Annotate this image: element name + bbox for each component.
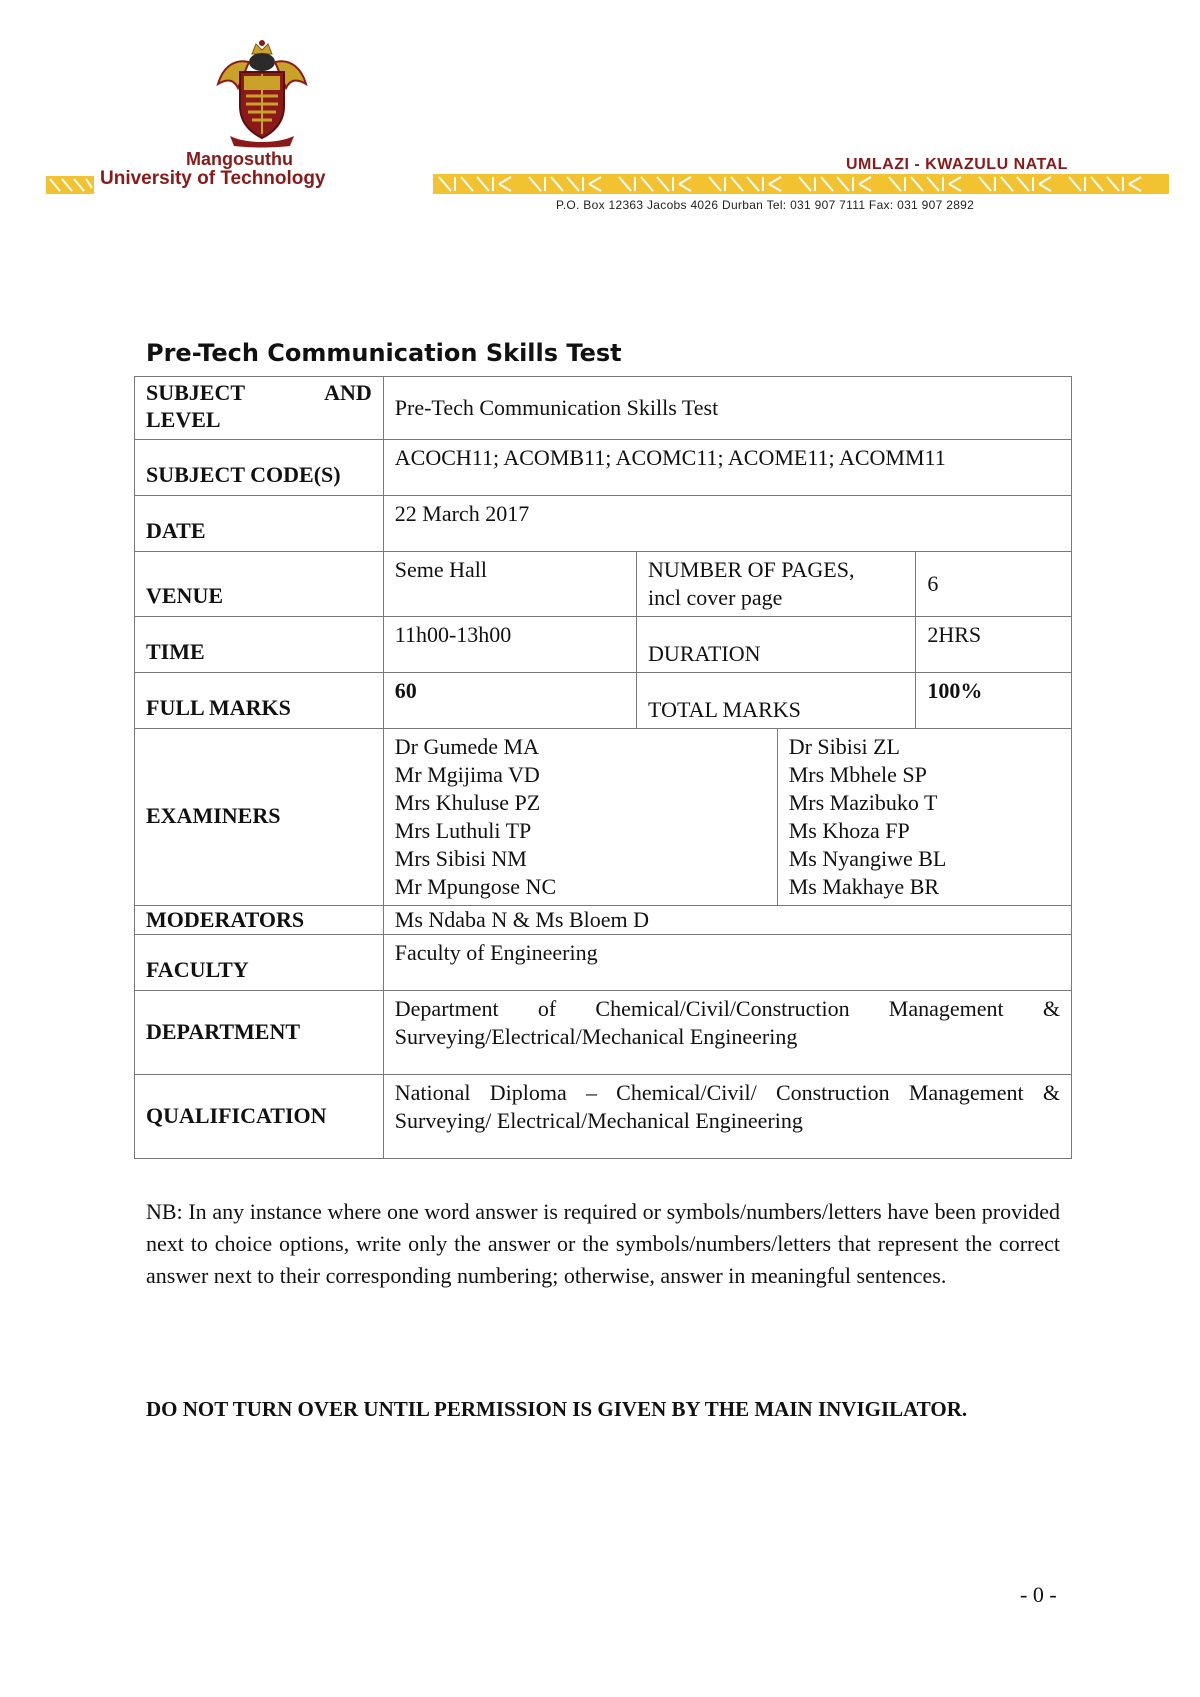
decorative-stripe-right <box>433 174 1169 194</box>
examiners-left-list <box>383 729 777 906</box>
examiner-name: Dr Gumede MA <box>394 734 539 759</box>
examiner-name: Ms Makhaye BR <box>788 874 940 899</box>
subject-codes-value: ACOCH11; ACOMB11; ACOMC11; ACOME11; ACOMM11 <box>383 440 1071 496</box>
nb-instructions: NB: In any instance where one word answer is required or symbols/numbers/letters have been provided next to choice options, write only the answer or the symbols/numbers/letters that represent the correct answer next to their corresponding numbering; otherwise, answer in meaningful sentences. <box>146 1199 1060 1288</box>
full-marks-label: FULL MARKS <box>135 673 384 729</box>
row-examiners <box>135 729 1072 906</box>
page-number: - 0 - <box>1020 1582 1057 1607</box>
qualification-line1: National Diploma – Chemical/Civil/ Construction Management & <box>394 1080 1060 1105</box>
qualification-line2: Surveying/ Electrical/Mechanical Engineering <box>394 1108 803 1133</box>
examiners-label: EXAMINERS <box>135 729 384 906</box>
row-subject-codes <box>135 440 1072 496</box>
faculty-value: Faculty of Engineering <box>383 935 1071 991</box>
time-label: TIME <box>135 617 384 673</box>
qualification-value <box>383 1075 1071 1159</box>
campus-location: UMLAZI - KWAZULU NATAL <box>846 156 1068 173</box>
subject-label-word3: LEVEL <box>146 407 221 432</box>
subject-value: Pre-Tech Communication Skills Test <box>383 377 1071 440</box>
department-value <box>383 991 1071 1075</box>
subject-label <box>135 377 384 440</box>
row-faculty <box>135 935 1072 991</box>
contact-address: P.O. Box 12363 Jacobs 4026 Durban Tel: 031 907 7111 Fax: 031 907 2892 <box>556 198 975 212</box>
examiners-right-list <box>777 729 1071 906</box>
examiner-name: Ms Khoza FP <box>788 818 910 843</box>
duration-label: DURATION <box>637 617 916 673</box>
faculty-label: FACULTY <box>135 935 384 991</box>
time-value: 11h00-13h00 <box>383 617 636 673</box>
pages-label <box>637 552 916 617</box>
decorative-stripe-left <box>46 176 94 194</box>
department-line1: Department of Chemical/Civil/Construction Management & <box>394 996 1060 1021</box>
pages-label-line1: NUMBER OF PAGES, <box>648 557 855 582</box>
examiner-name: Mrs Mazibuko T <box>788 790 938 815</box>
duration-value: 2HRS <box>916 617 1072 673</box>
row-department <box>135 991 1072 1075</box>
examiner-name: Mrs Luthuli TP <box>394 818 532 843</box>
venue-label: VENUE <box>135 552 384 617</box>
date-value: 22 March 2017 <box>383 496 1071 552</box>
qualification-label: QUALIFICATION <box>135 1075 384 1159</box>
examiner-name: Ms Nyangiwe BL <box>788 846 947 871</box>
row-venue <box>135 552 1072 617</box>
department-label: DEPARTMENT <box>135 991 384 1075</box>
venue-value: Seme Hall <box>383 552 636 617</box>
subject-codes-label: SUBJECT CODE(S) <box>135 440 384 496</box>
row-date <box>135 496 1072 552</box>
invigilator-warning: DO NOT TURN OVER UNTIL PERMISSION IS GIVEN BY THE MAIN INVIGILATOR. <box>146 1397 968 1421</box>
subject-label-word2: AND <box>324 380 372 405</box>
university-name-line1: Mangosuthu <box>186 149 293 169</box>
document-title: Pre-Tech Communication Skills Test <box>146 339 622 367</box>
moderators-label: MODERATORS <box>135 906 384 935</box>
date-label: DATE <box>135 496 384 552</box>
total-marks-value: 100% <box>916 673 1072 729</box>
exam-info-table <box>134 376 1072 1159</box>
subject-label-word1: SUBJECT <box>146 380 246 405</box>
row-subject <box>135 377 1072 440</box>
university-crest-logo <box>212 40 312 148</box>
row-moderators <box>135 906 1072 935</box>
examiner-name: Mrs Mbhele SP <box>788 762 927 787</box>
total-marks-label: TOTAL MARKS <box>637 673 916 729</box>
examiner-name: Mrs Sibisi NM <box>394 846 527 871</box>
moderators-value: Ms Ndaba N & Ms Bloem D <box>383 906 1071 935</box>
pages-value: 6 <box>916 552 1072 617</box>
examiner-name: Mr Mgijima VD <box>394 762 540 787</box>
pages-label-line2: incl cover page <box>648 585 783 610</box>
department-line2: Surveying/Electrical/Mechanical Engineering <box>394 1024 798 1049</box>
university-name-line2: University of Technology <box>100 168 326 189</box>
row-qualification <box>135 1075 1072 1159</box>
full-marks-value: 60 <box>383 673 636 729</box>
row-time <box>135 617 1072 673</box>
examiner-name: Mrs Khuluse PZ <box>394 790 541 815</box>
examiner-name: Dr Sibisi ZL <box>788 734 900 759</box>
examiner-name: Mr Mpungose NC <box>394 874 557 899</box>
row-marks <box>135 673 1072 729</box>
